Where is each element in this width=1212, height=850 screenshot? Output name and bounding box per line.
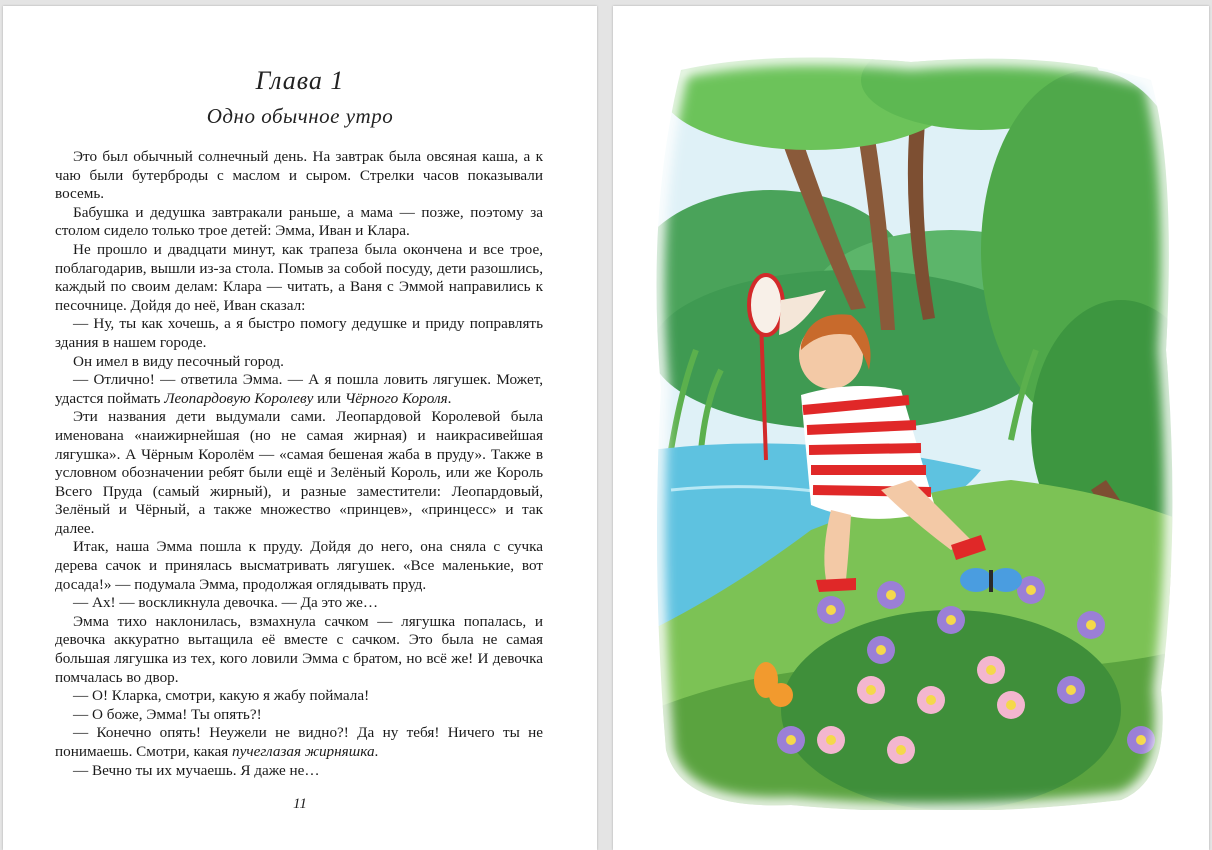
paragraph: — О боже, Эмма! Ты опять?!: [73, 705, 262, 723]
paragraph-text: — Конечно опять! Неужели не видно?! Да ну тебя! Ничего ты не понимаешь. Смотри, какая: [55, 724, 543, 760]
paragraph-text: — Отлично! — ответила Эмма. — А я пошла ловить лягушек. Может, удастся поймать: [55, 371, 543, 407]
paragraph-text: или: [313, 389, 345, 407]
paragraph: Бабушка и дедушка завтракали раньше, а мама — позже, поэтому за столом сидело только трое детей: Эмма, Иван и Клара.: [55, 203, 543, 240]
paragraph: [55, 371, 543, 408]
chapter-body: [55, 148, 543, 780]
chapter-subtitle: Одно обычное утро: [206, 104, 394, 128]
page-number: 11: [293, 796, 307, 812]
paragraph: — Ну, ты как хочешь, а я быстро помогу дедушке и приду поправлять здания в нашем городе.: [55, 315, 543, 351]
italic-name: Леопардовую Королеву: [164, 389, 314, 407]
blue-butterfly: [960, 568, 1022, 592]
paragraph: Не прошло и двадцати минут, как трапеза была окончена и все трое, поблагодарив, вышли из-за стола. Помыв за собой посуду, дети разошлись, каждый по своим делам: Клара — читать, а Ваня с Эммой направились к песочнице. Дойдя до неё, Иван сказал:: [55, 240, 543, 314]
paragraph: [55, 724, 543, 761]
paragraph: Он имел в виду песочный город.: [73, 352, 284, 370]
paragraph: Эти названия дети выдумали сами. Леопардовой Королевой была именована «наижирнейшая (но не самая жирная) и наикрасивейшая лягушка». А Чёрным Королём — «самая бешеная жаба в пруду». Также в условном обозначении ребят были ещё и Зелёный Король, или же Король Всего Пруда (самый жирный), и разные заместители: Леопардовый, Зелёный и Чёрный, а также множество «принцев», «принцесс» и так далее.: [55, 408, 543, 537]
paragraph: — Вечно ты их мучаешь. Я даже не…: [73, 761, 320, 779]
italic-phrase: пучеглазая жирняшка: [232, 743, 375, 760]
chapter-title: Глава 1: [255, 66, 345, 95]
paragraph: — Ах! — воскликнула девочка. — Да это же…: [73, 594, 379, 612]
left-page: [3, 6, 597, 850]
paragraph-text: .: [374, 743, 379, 760]
paragraph: Это был обычный солнечный день. На завтрак была овсяная каша, а к чаю были бутерброды с маслом и сыром. Стрелки часов показывали восемь.: [55, 148, 543, 203]
right-page: [613, 6, 1209, 850]
paragraph-text: .: [447, 389, 452, 407]
paragraph: Эмма тихо наклонилась, взмахнула сачком — лягушка попалась, и девочка аккуратно вытащила её вместе с сачком. Это была не самая большая лягушка из тех, кого ловили Эмма с братом, но всё же! И девочка помчалась во двор.: [55, 612, 543, 686]
italic-name: Чёрного Короля: [344, 389, 448, 407]
illustration: [651, 50, 1181, 810]
paragraph: — О! Кларка, смотри, какую я жабу поймала!: [73, 687, 370, 705]
paragraph: Итак, наша Эмма пошла к пруду. Дойдя до него, она сняла с сучка дерева сачок и принялась высматривать лягушек. «Все маленькие, вот досада!» — подумала Эмма, продолжая оглядывать пруд.: [55, 538, 543, 593]
flower-bush: [781, 610, 1121, 810]
